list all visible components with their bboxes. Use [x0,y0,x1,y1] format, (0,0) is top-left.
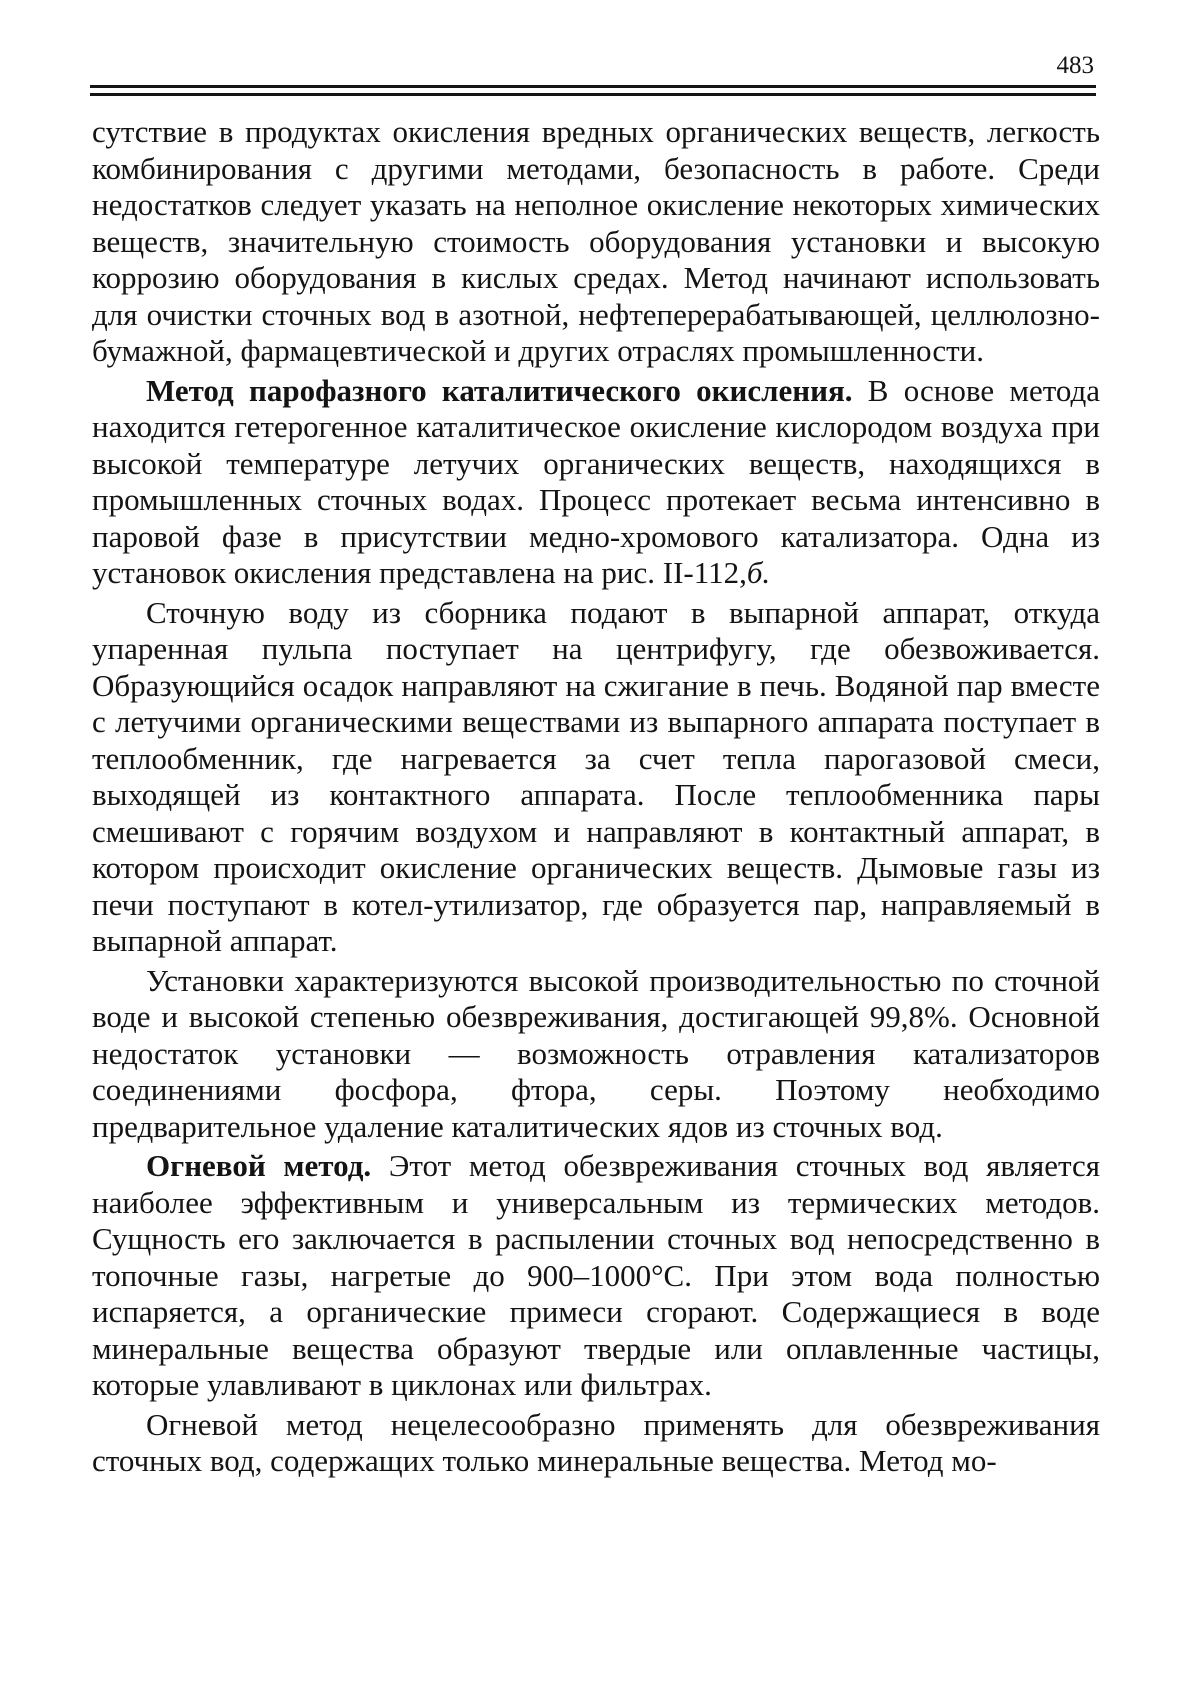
header-rule-top [90,85,1096,88]
paragraph-continuation [92,114,1100,370]
paragraph-installations [92,963,1100,1146]
paragraph-text: сутствие в продуктах окисления вредных органических веществ, легкость комбинирования с другими методами, безопасность в работе. Среди недостатков следует указать на неполное окисление некоторых химических веществ, значительную стоимость оборудования установки и высокую коррозию оборудования в кислых средах. Метод начинают использовать для очистки сточных вод в азотной, нефтеперерабатывающей, целлюлозно-бумажной, фармацевтической и других отраслях промышленности. [92,114,1100,368]
header-rule-bottom [90,93,1096,96]
paragraph-text: Сточную воду из сборника подают в выпарной аппарат, откуда упаренная пульпа поступает на центрифугу, где обезвоживается. Образующийся осадок направляют на сжигание в печь. Водяной пар вместе с летучими органическими веществами из выпарного аппарата поступает в теплообменник, где нагревается за счет тепла парогазовой смеси, выходящей из контактного аппарата. После теплообменника пары смешивают с горячим воздухом и направляют в контактный аппарат, в котором происходит окисление органических веществ. Дымовые газы из печи поступают в котел-утилизатор, где образуется пар, направляемый в выпарной аппарат. [92,594,1100,958]
paragraph-text: Огневой метод нецелесообразно применять для обезвреживания сточных вод, содержащих только минеральные вещества. Метод мо- [92,1406,1100,1478]
paragraph-process-description [92,595,1100,960]
section-heading-fire-method: Огневой метод. [146,1148,372,1183]
paragraph-fire-method-limits [92,1407,1100,1480]
paragraph-text: Установки характеризуются высокой производительностью по сточной воде и высокой степенью обезвреживания, достигающей 99,8%. Основной недостаток установки — возможность отравления катализаторов соединениями фосфора, фтора, серы. Поэтому необходимо предварительное удаление каталитических ядов из сточных вод. [92,962,1100,1144]
body-text [92,114,1100,1483]
paragraph-vapor-phase-method [92,373,1100,592]
figure-ref-letter: б. [746,555,771,590]
paragraph-fire-method [92,1148,1100,1404]
page-number: 483 [1056,52,1094,79]
section-heading-vapor-phase: Метод парофазного каталитического окисления. [146,372,853,408]
paragraph-text: В основе метода находится гетерогенное каталитическое окисление кислородом воздуха при высокой температуре летучих органических веществ, находящихся в промышленных сточных водах. Процесс протекает весьма интенсивно в паровой фазе в присутствии медно-хромового катализатора. Одна из установок окисления представлена на рис. II-112, [92,372,1101,590]
paragraph-text: Этот метод обезвреживания сточных вод является наиболее эффективным и универсальным из термических методов. Сущность его заключается в распылении сточных вод непосредственно в топочные газы, нагретые до 900–1000°C. При этом вода полностью испаряется, а органические примеси сгорают. Содержащиеся в воде минеральные вещества образуют твердые или оплавленные частицы, которые улавливают в циклонах или фильтрах. [92,1148,1100,1402]
